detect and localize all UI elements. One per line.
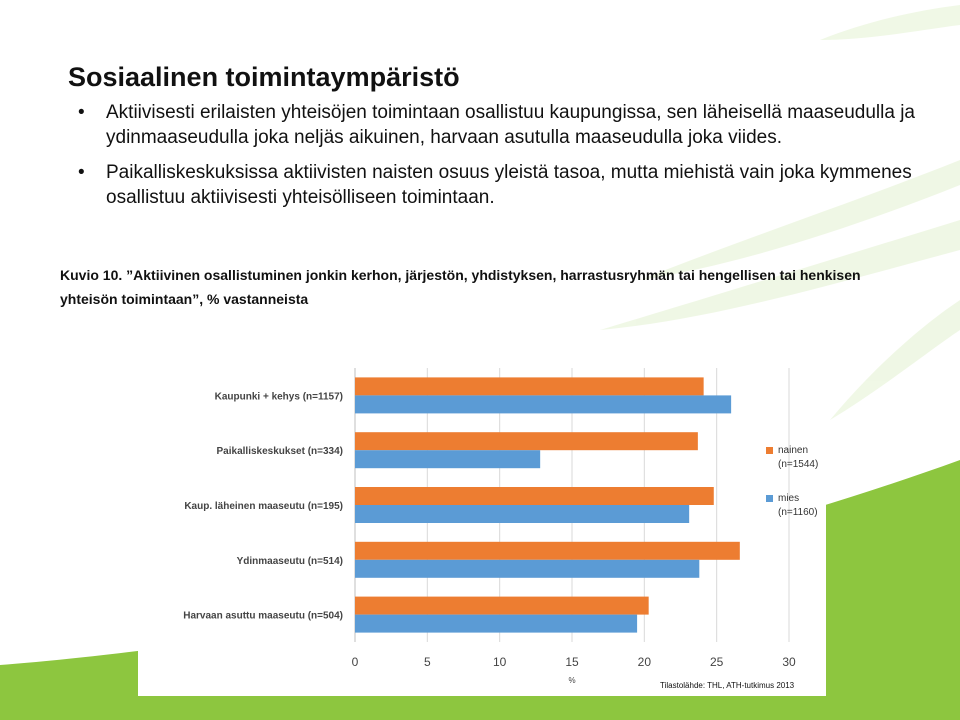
legend-item-nainen xyxy=(766,444,818,472)
bar-nainen xyxy=(355,542,740,560)
x-tick-label: 30 xyxy=(782,655,796,669)
bullet-item: • Paikalliskeskuksissa aktiivisten naisten osuus yleistä tasoa, mutta miehistä vain joka kymmenes osallistuu aktiivisesti yhteisölliseen toimintaan. xyxy=(78,160,928,210)
legend-count-nainen: (n=1544) xyxy=(778,459,819,470)
x-tick-label: 25 xyxy=(709,655,724,669)
bar-mies xyxy=(355,450,540,468)
figure-caption: Kuvio 10. ”Aktiivinen osallistuminen jonkin kerhon, järjestön, yhdistyksen, harrastusryhmän tai hengellisen tai henkisen yhteisön toimintaan”, % vastanneista xyxy=(60,267,861,307)
x-axis-label: % xyxy=(568,676,576,685)
bullet-item: • Aktiivisesti erilaisten yhteisöjen toimintaan osallistuu kaupungissa, sen läheisellä maaseudulla ja ydinmaaseudulla joka neljäs aikuinen, harvaan asutulla maaseudulla joka viides. xyxy=(78,100,928,150)
x-tick-label: 15 xyxy=(565,655,579,669)
bar-mies xyxy=(355,505,689,523)
x-tick-label: 5 xyxy=(423,655,431,669)
source-note: Tilastolähde: THL, ATH-tutkimus 2013 xyxy=(660,681,795,690)
slide-title: Sosiaalinen toimintaympäristö xyxy=(68,62,460,93)
x-tick-label: 20 xyxy=(637,655,652,669)
bar-mies xyxy=(355,395,731,413)
legend-label-mies: mies xyxy=(778,493,800,504)
x-tick-label: 10 xyxy=(492,655,507,669)
category-label: Paikalliskeskukset (n=334) xyxy=(216,446,343,458)
bar-nainen xyxy=(355,487,714,505)
legend-swatch-mies xyxy=(766,495,773,502)
legend-count-mies: (n=1160) xyxy=(778,507,818,518)
category-label: Ydinmaaseutu (n=514) xyxy=(236,555,343,567)
bar-chart xyxy=(138,332,826,696)
x-tick-label: 0 xyxy=(351,655,359,669)
chart-legend xyxy=(766,444,818,540)
legend-item-mies xyxy=(766,492,818,520)
bullet-list xyxy=(78,100,928,220)
bar-mies xyxy=(355,615,637,633)
legend-swatch-nainen xyxy=(766,447,773,454)
chart-canvas xyxy=(138,332,826,696)
category-label: Harvaan asuttu maaseutu (n=504) xyxy=(183,610,343,622)
bar-nainen xyxy=(355,432,698,450)
category-label: Kaupunki + kehys (n=1157) xyxy=(214,391,343,403)
bar-nainen xyxy=(355,597,649,615)
bar-mies xyxy=(355,560,699,578)
bar-nainen xyxy=(355,377,704,395)
category-label: Kaup. läheinen maaseutu (n=195) xyxy=(184,501,343,512)
legend-label-nainen: nainen xyxy=(778,445,809,456)
